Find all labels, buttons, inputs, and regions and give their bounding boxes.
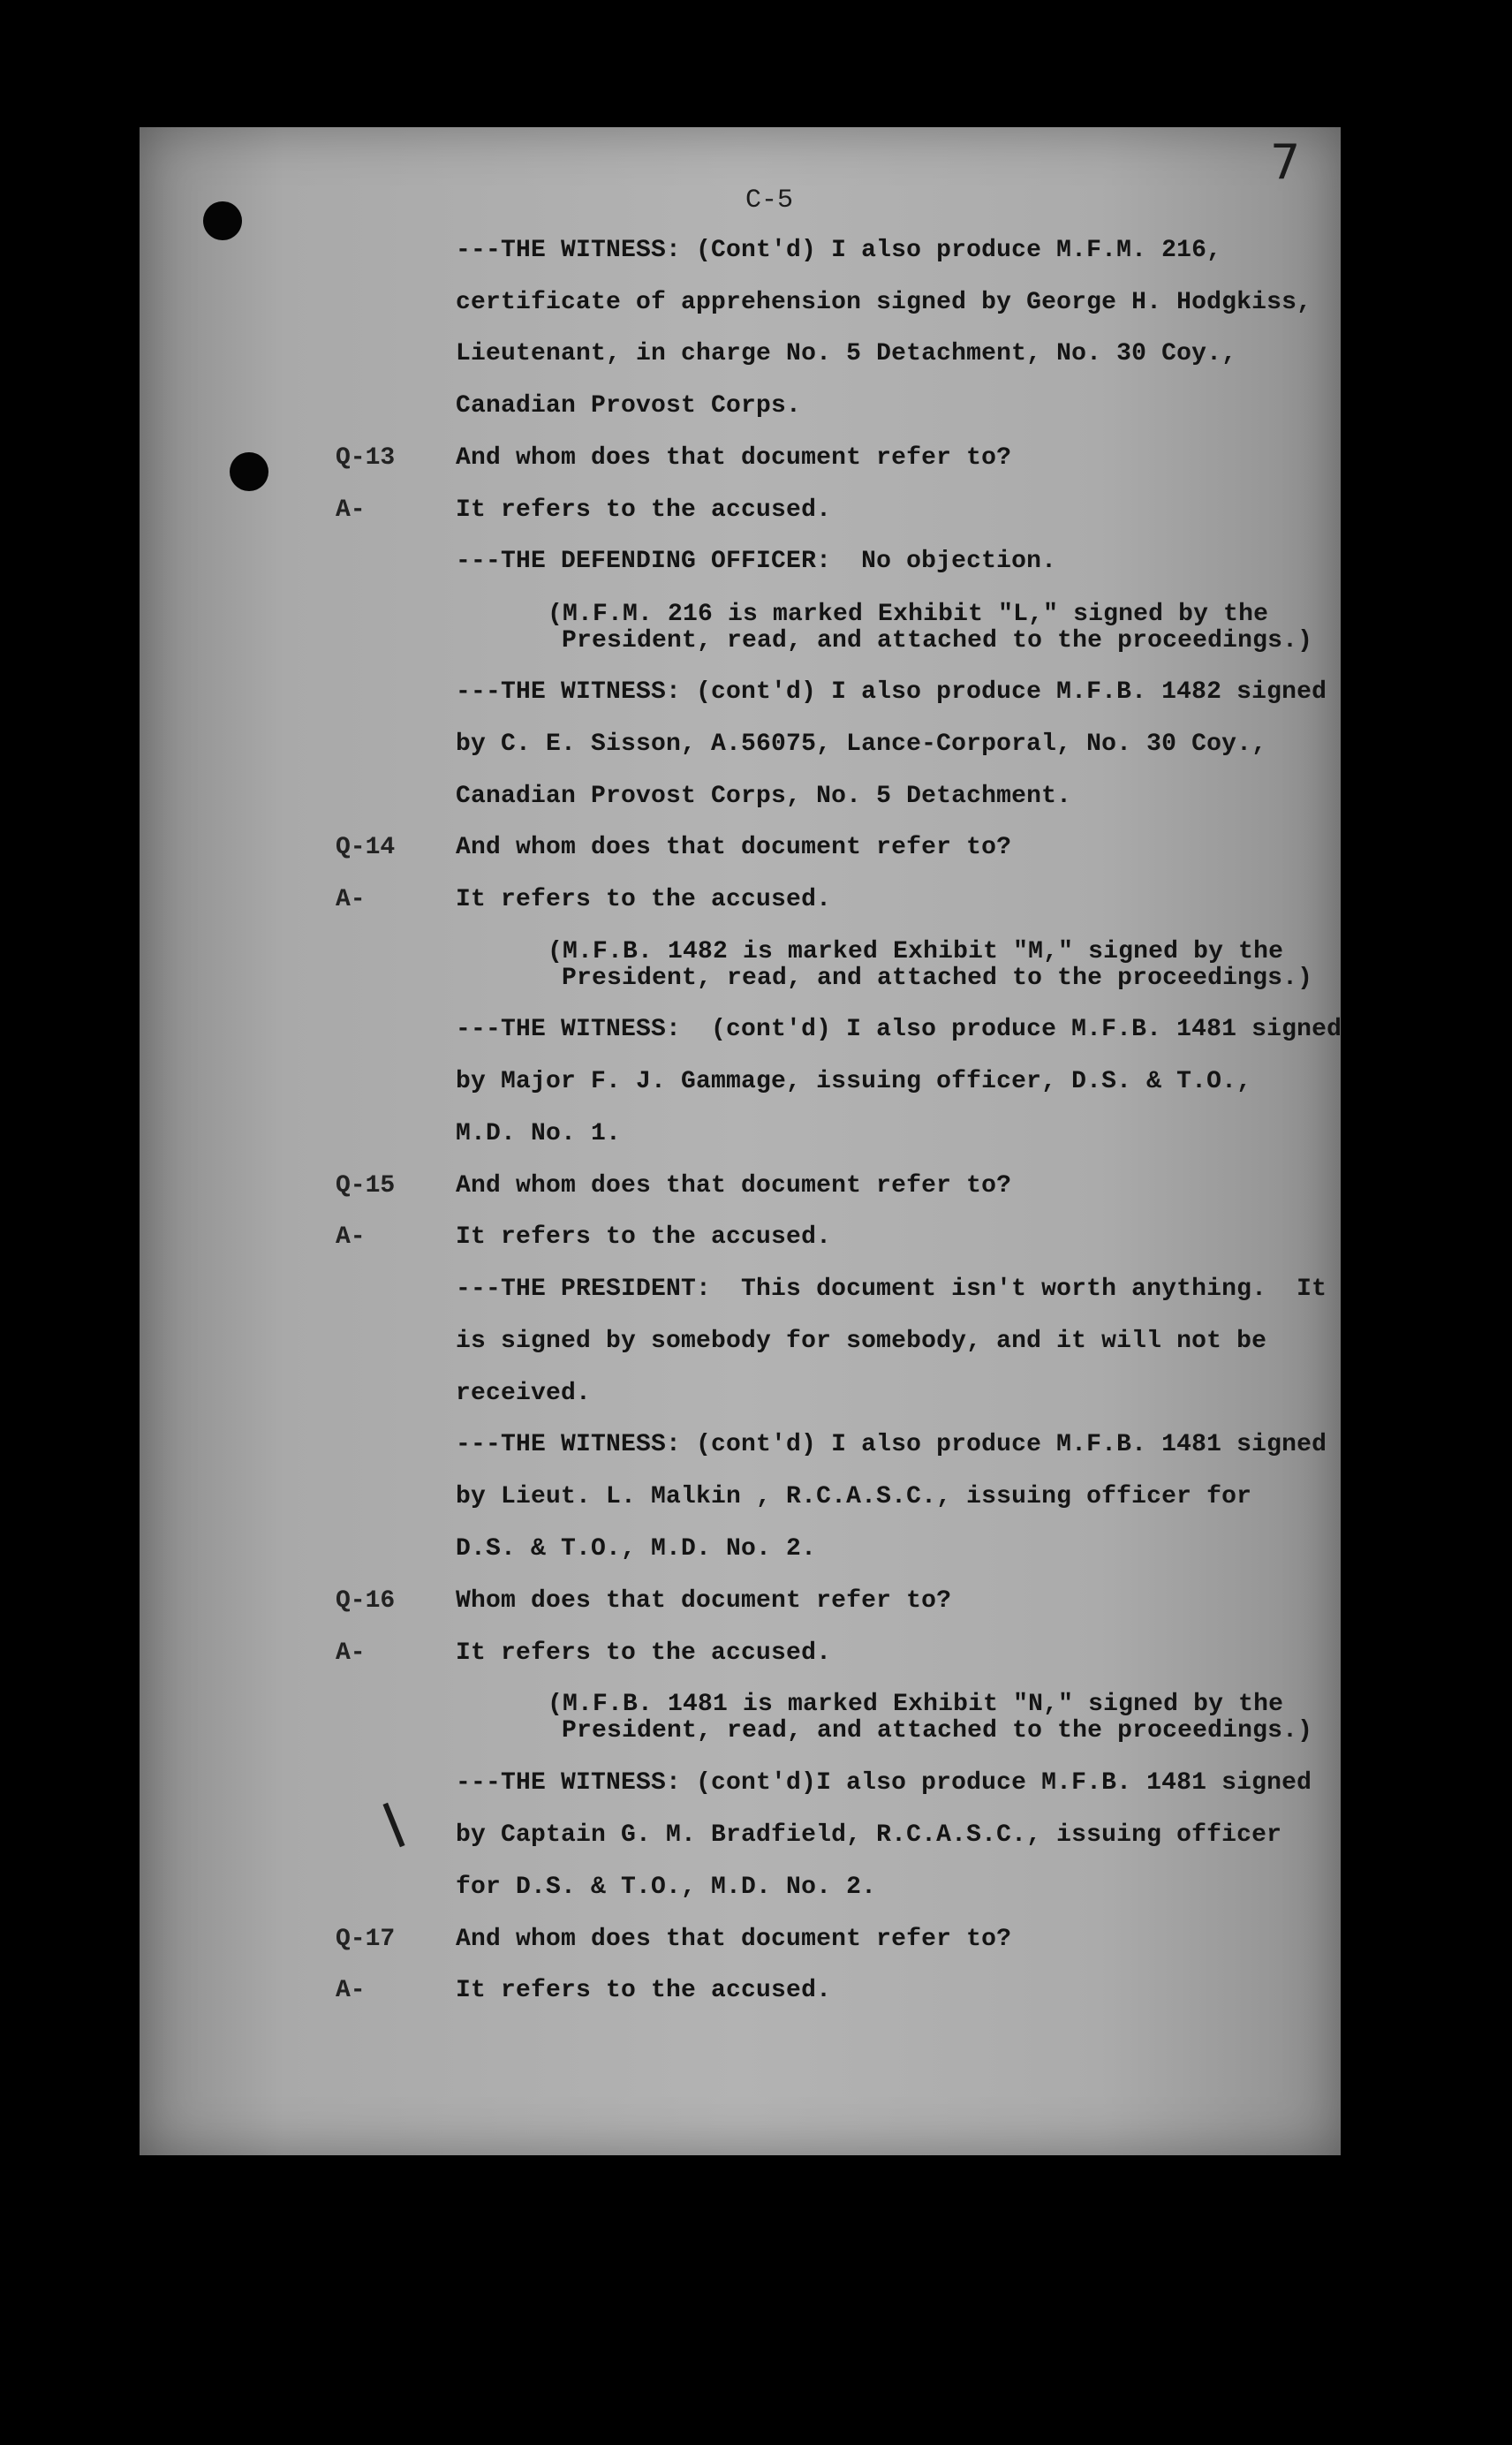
transcript-line: Canadian Provost Corps, No. 5 Detachment. [456, 783, 1072, 810]
transcript-line: ---THE PRESIDENT: This document isn't worth anything. It [456, 1275, 1327, 1303]
exhibit-note-line: President, read, and attached to the proceedings.) [562, 965, 1313, 992]
punch-hole [203, 201, 242, 240]
transcript-line: It refers to the accused. [456, 1223, 832, 1251]
question-label: Q-15 [336, 1172, 396, 1200]
transcript-line: by Lieut. L. Malkin , R.C.A.S.C., issuing officer for [456, 1483, 1252, 1510]
exhibit-note-line: (M.F.B. 1481 is marked Exhibit "N," signed by the [548, 1691, 1284, 1718]
transcript-line: And whom does that document refer to? [456, 834, 1012, 861]
transcript-line: And whom does that document refer to? [456, 1172, 1012, 1200]
transcript-line: by C. E. Sisson, A.56075, Lance-Corporal, No. 30 Coy., [456, 730, 1267, 758]
transcript-line: ---THE WITNESS: (cont'd) I also produce M.F.B. 1482 signed [456, 678, 1327, 706]
transcript-line: by Major F. J. Gammage, issuing officer, D.S. & T.O., [456, 1068, 1252, 1095]
answer-label: A- [336, 1639, 366, 1667]
transcript-line: Canadian Provost Corps. [456, 392, 802, 420]
transcript-line: And whom does that document refer to? [456, 1926, 1012, 1953]
answer-label: A- [336, 1223, 366, 1251]
transcript-line: It refers to the accused. [456, 886, 832, 913]
transcript-line: D.S. & T.O., M.D. No. 2. [456, 1535, 817, 1563]
transcript-line: Whom does that document refer to? [456, 1587, 952, 1615]
exhibit-note-line: President, read, and attached to the proceedings.) [562, 627, 1313, 655]
document-page [140, 127, 1341, 2155]
question-label: Q-17 [336, 1926, 396, 1953]
answer-label: A- [336, 496, 366, 524]
transcript-line: is signed by somebody for somebody, and it will not be [456, 1328, 1267, 1355]
transcript-line: ---THE WITNESS: (cont'd) I also produce M.F.B. 1481 signed [456, 1016, 1342, 1043]
transcript-line: certificate of apprehension signed by George H. Hodgkiss, [456, 289, 1312, 316]
question-label: Q-14 [336, 834, 396, 861]
page-code: C-5 [745, 185, 794, 216]
transcript-line: by Captain G. M. Bradfield, R.C.A.S.C., issuing officer [456, 1821, 1282, 1849]
transcript-line: Lieutenant, in charge No. 5 Detachment, No. 30 Coy., [456, 340, 1237, 367]
question-label: Q-13 [336, 444, 396, 472]
transcript-line: It refers to the accused. [456, 1977, 832, 2004]
exhibit-note-line: (M.F.B. 1482 is marked Exhibit "M," signed by the [548, 938, 1284, 965]
transcript-line: received. [456, 1380, 592, 1407]
transcript-line: It refers to the accused. [456, 496, 832, 524]
exhibit-note-line: President, read, and attached to the proceedings.) [562, 1717, 1313, 1745]
answer-label: A- [336, 1977, 366, 2004]
answer-label: A- [336, 886, 366, 913]
exhibit-note-line: (M.F.M. 216 is marked Exhibit "L," signed by the [548, 601, 1269, 628]
page-number: 7 [1270, 134, 1301, 190]
transcript-line: ---THE DEFENDING OFFICER: No objection. [456, 548, 1057, 575]
transcript-line: It refers to the accused. [456, 1639, 832, 1667]
punch-hole [230, 452, 268, 491]
question-label: Q-16 [336, 1587, 396, 1615]
transcript-line: for D.S. & T.O., M.D. No. 2. [456, 1873, 877, 1901]
transcript-line: ---THE WITNESS: (Cont'd) I also produce M.F.M. 216, [456, 237, 1222, 264]
transcript-line: ---THE WITNESS: (cont'd)I also produce M.F.B. 1481 signed [456, 1769, 1312, 1797]
transcript-line: And whom does that document refer to? [456, 444, 1012, 472]
transcript-line: M.D. No. 1. [456, 1120, 622, 1147]
transcript-line: ---THE WITNESS: (cont'd) I also produce M.F.B. 1481 signed [456, 1431, 1327, 1458]
